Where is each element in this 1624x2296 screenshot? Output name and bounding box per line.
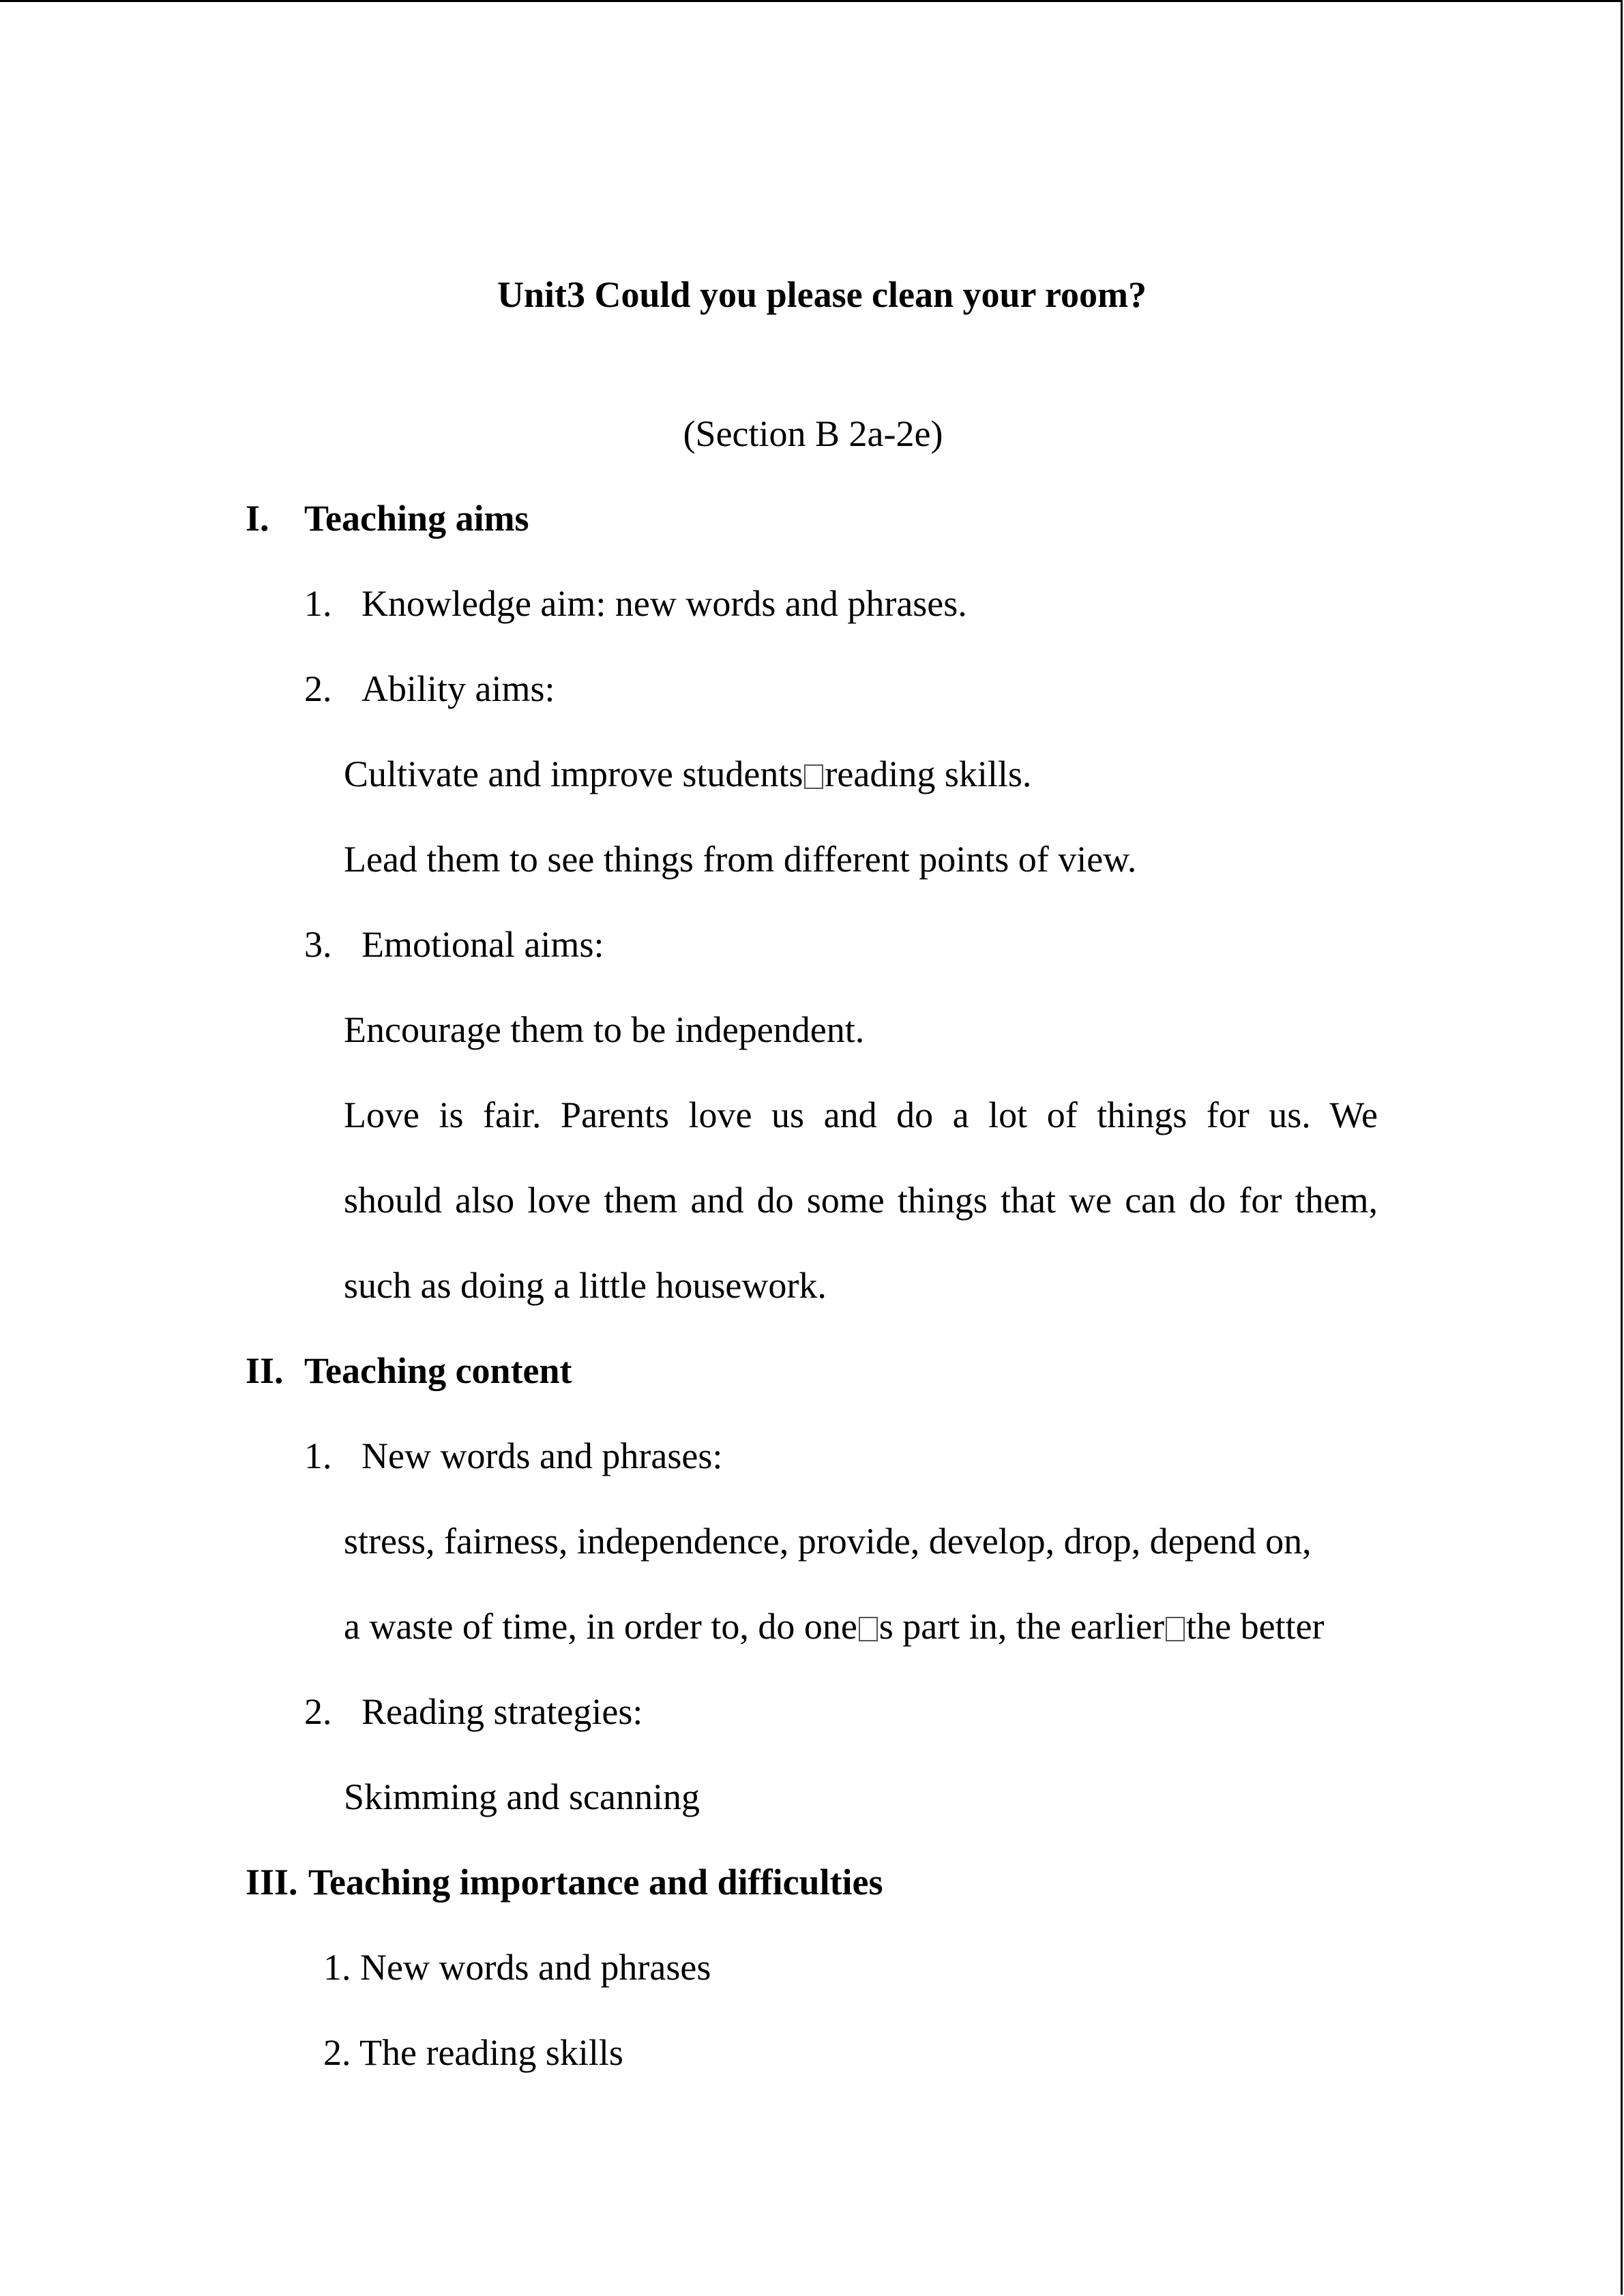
paragraph-cultivate (344, 752, 1031, 796)
section-title: Teaching content (304, 1350, 572, 1391)
document-subtitle: (Section B 2a-2e) (683, 413, 943, 454)
item-text: Reading strategies: (361, 1691, 643, 1732)
text-segment: a waste of time, in order to, do one (344, 1606, 857, 1647)
item-text: Knowledge aim: new words and phrases. (361, 583, 967, 624)
item-number: 2. (304, 1691, 332, 1732)
paragraph-word-list-2 (344, 1605, 1325, 1648)
item-text: New words and phrases: (361, 1435, 723, 1476)
section-number: I. (246, 498, 269, 539)
item-text: The reading skills (359, 2032, 623, 2073)
item-text: Emotional aims: (361, 924, 604, 965)
missing-glyph-box (804, 764, 823, 789)
section-title: Teaching importance and difficulties (308, 1862, 883, 1903)
paragraph-word-list-1: stress, fairness, independence, provide, develop, drop, depend on, (344, 1521, 1312, 1562)
item-number: 1. (323, 1947, 351, 1988)
section-number: II. (246, 1350, 284, 1391)
item-number: 1. (304, 583, 332, 624)
item-text: New words and phrases (360, 1947, 711, 1988)
paragraph-love-line-2: should also love them and do some things that we can do for them, (344, 1180, 1378, 1221)
section-number: III. (246, 1862, 298, 1903)
item-number: 3. (304, 924, 332, 965)
missing-glyph-box (1166, 1617, 1185, 1641)
item-number: 1. (304, 1435, 332, 1476)
item-text: Ability aims: (361, 668, 555, 709)
paragraph-strategy: Skimming and scanning (344, 1776, 700, 1817)
list-item-importance-1 (323, 1945, 711, 1989)
missing-glyph-box (859, 1617, 878, 1641)
paragraph-love-line-3: such as doing a little housework. (344, 1265, 827, 1306)
text-segment: Cultivate and improve students (344, 754, 803, 794)
text-segment: reading skills. (825, 754, 1032, 794)
section-title: Teaching aims (304, 498, 529, 539)
paragraph-lead: Lead them to see things from different points of view. (344, 839, 1137, 880)
paragraph-encourage: Encourage them to be independent. (344, 1009, 865, 1050)
text-segment: s part in, the earlier (879, 1606, 1165, 1647)
paragraph-love-line-1: Love is fair. Parents love us and do a lot of things for us. We (344, 1094, 1378, 1135)
item-number: 2. (304, 668, 332, 709)
item-number: 2. (323, 2032, 351, 2073)
list-item-importance-2 (323, 2031, 623, 2074)
text-segment: the better (1186, 1606, 1325, 1647)
document-title: Unit3 Could you please clean your room? (497, 274, 1147, 315)
